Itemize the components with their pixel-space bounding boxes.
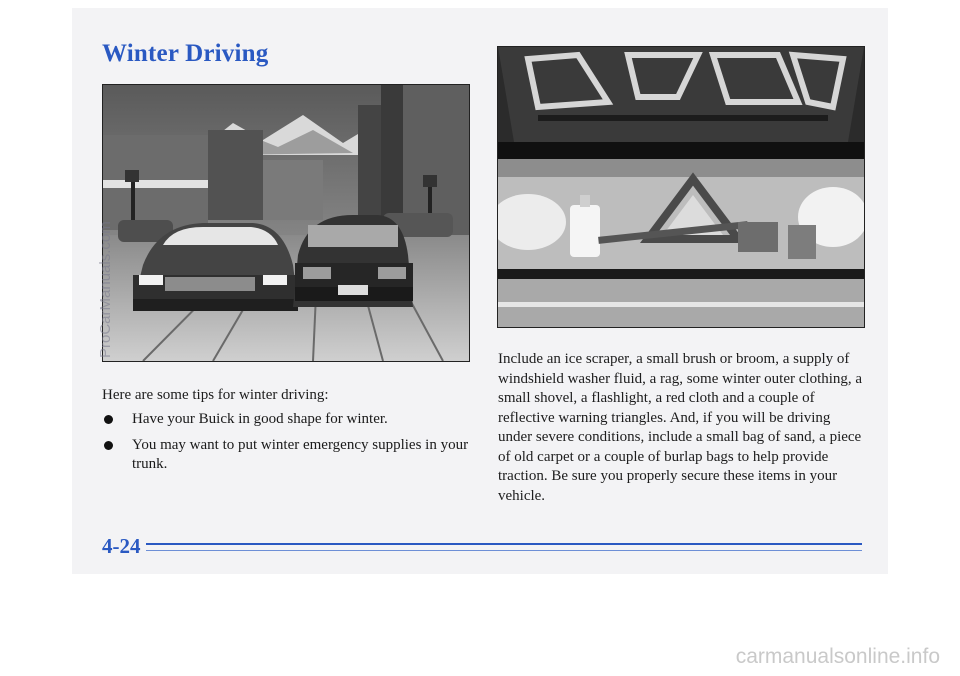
tip-text: You may want to put winter emergency supplies in your trunk. xyxy=(132,436,469,472)
side-watermark: ProCarManuals.com xyxy=(97,221,114,358)
winter-street-photo xyxy=(102,84,470,362)
footer-rule xyxy=(146,543,862,545)
intro-text: Here are some tips for winter driving: xyxy=(102,387,329,403)
bullet-icon xyxy=(104,415,113,424)
list-item xyxy=(102,410,472,430)
trunk-supplies-photo xyxy=(497,46,865,328)
supplies-paragraph: Include an ice scraper, a small brush or broom, a supply of windshield washer fluid, a rag, some winter outer clothing, a small shovel, a flashlight, a red cloth and a couple of reflective warning triangles. And, if you will be driving under severe conditions, include a small bag of sand, a piece of old carpet or a couple of burlap bags to help provide traction. Be sure you properly secure these items in your vehicle. xyxy=(498,351,863,504)
page-number: 4-24 xyxy=(102,534,141,558)
tip-text: Have your Buick in good shape for winter. xyxy=(132,411,388,427)
bullet-icon xyxy=(104,441,113,450)
list-item xyxy=(102,436,472,475)
footer-rule-thin xyxy=(146,550,862,551)
bottom-watermark: carmanualsonline.info xyxy=(735,645,940,668)
page-title: Winter Driving xyxy=(102,40,269,67)
tips-list xyxy=(102,410,472,481)
